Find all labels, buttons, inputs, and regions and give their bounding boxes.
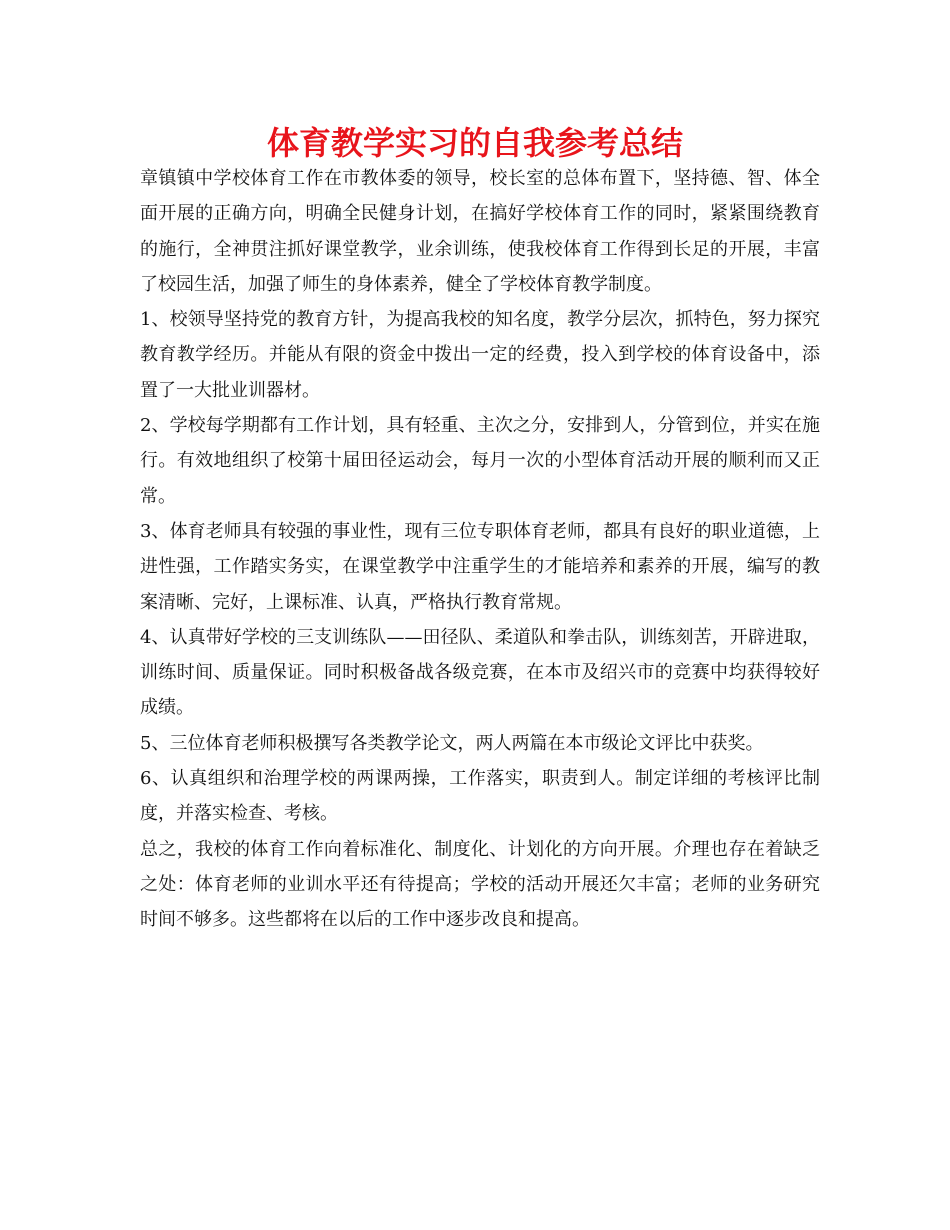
paragraph-item-6: 6、认真组织和治理学校的两课两操，工作落实，职责到人。制定详细的考核评比制度，并落实检查、考核。 [140,768,820,825]
paragraph-item-5: 5、三位体育老师积极撰写各类教学论文，两人两篇在本市级论文评比中获奖。 [140,732,764,754]
conclusion-paragraph: 总之，我校的体育工作向着标准化、制度化、计划化的方向开展。介理也存在着缺乏之处：体育老师的业训水平还有待提高；学校的活动开展还欠丰富；老师的业务研究时间不够多。这些都将在以后的工作中逐步改良和提高。 [140,838,820,931]
paragraph-item-3: 3、体育老师具有较强的事业性，现有三位专职体育老师，都具有良好的职业道德，上进性强，工作踏实务实，在课堂教学中注重学生的才能培养和素养的开展，编写的教案清晰、完好，上课标准、认真，严格执行教育常规。 [140,520,820,613]
intro-paragraph: 章镇镇中学校体育工作在市教体委的领导，校长室的总体布置下，坚持德、智、体全面开展的正确方向，明确全民健身计划，在搞好学校体育工作的同时，紧紧围绕教育的施行，全神贯注抓好课堂教学，业余训练，使我校体育工作得到长足的开展，丰富了校园生活，加强了师生的身体素养，健全了学校体育教学制度。 [140,168,820,295]
document-title: 体育教学实习的自我参考总结 [266,124,683,162]
document-body [140,161,820,938]
paragraph-item-1: 1、校领导坚持党的教育方针，为提高我校的知名度，教学分层次，抓特色，努力探究教育教学经历。并能从有限的资金中拨出一定的经费，投入到学校的体育设备中，添置了一大批业训器材。 [140,309,820,401]
paragraph-item-4: 4、认真带好学校的三支训练队——田径队、柔道队和拳击队，训练刻苦，开辟进取，训练时间、质量保证。同时积极备战各级竞赛，在本市及绍兴市的竞赛中均获得较好成绩。 [140,626,820,719]
paragraph-item-2: 2、学校每学期都有工作计划，具有轻重、主次之分，安排到人，分管到位，并实在施行。有效地组织了校第十届田径运动会，每月一次的小型体育活动开展的顺利而又正常。 [140,415,820,507]
